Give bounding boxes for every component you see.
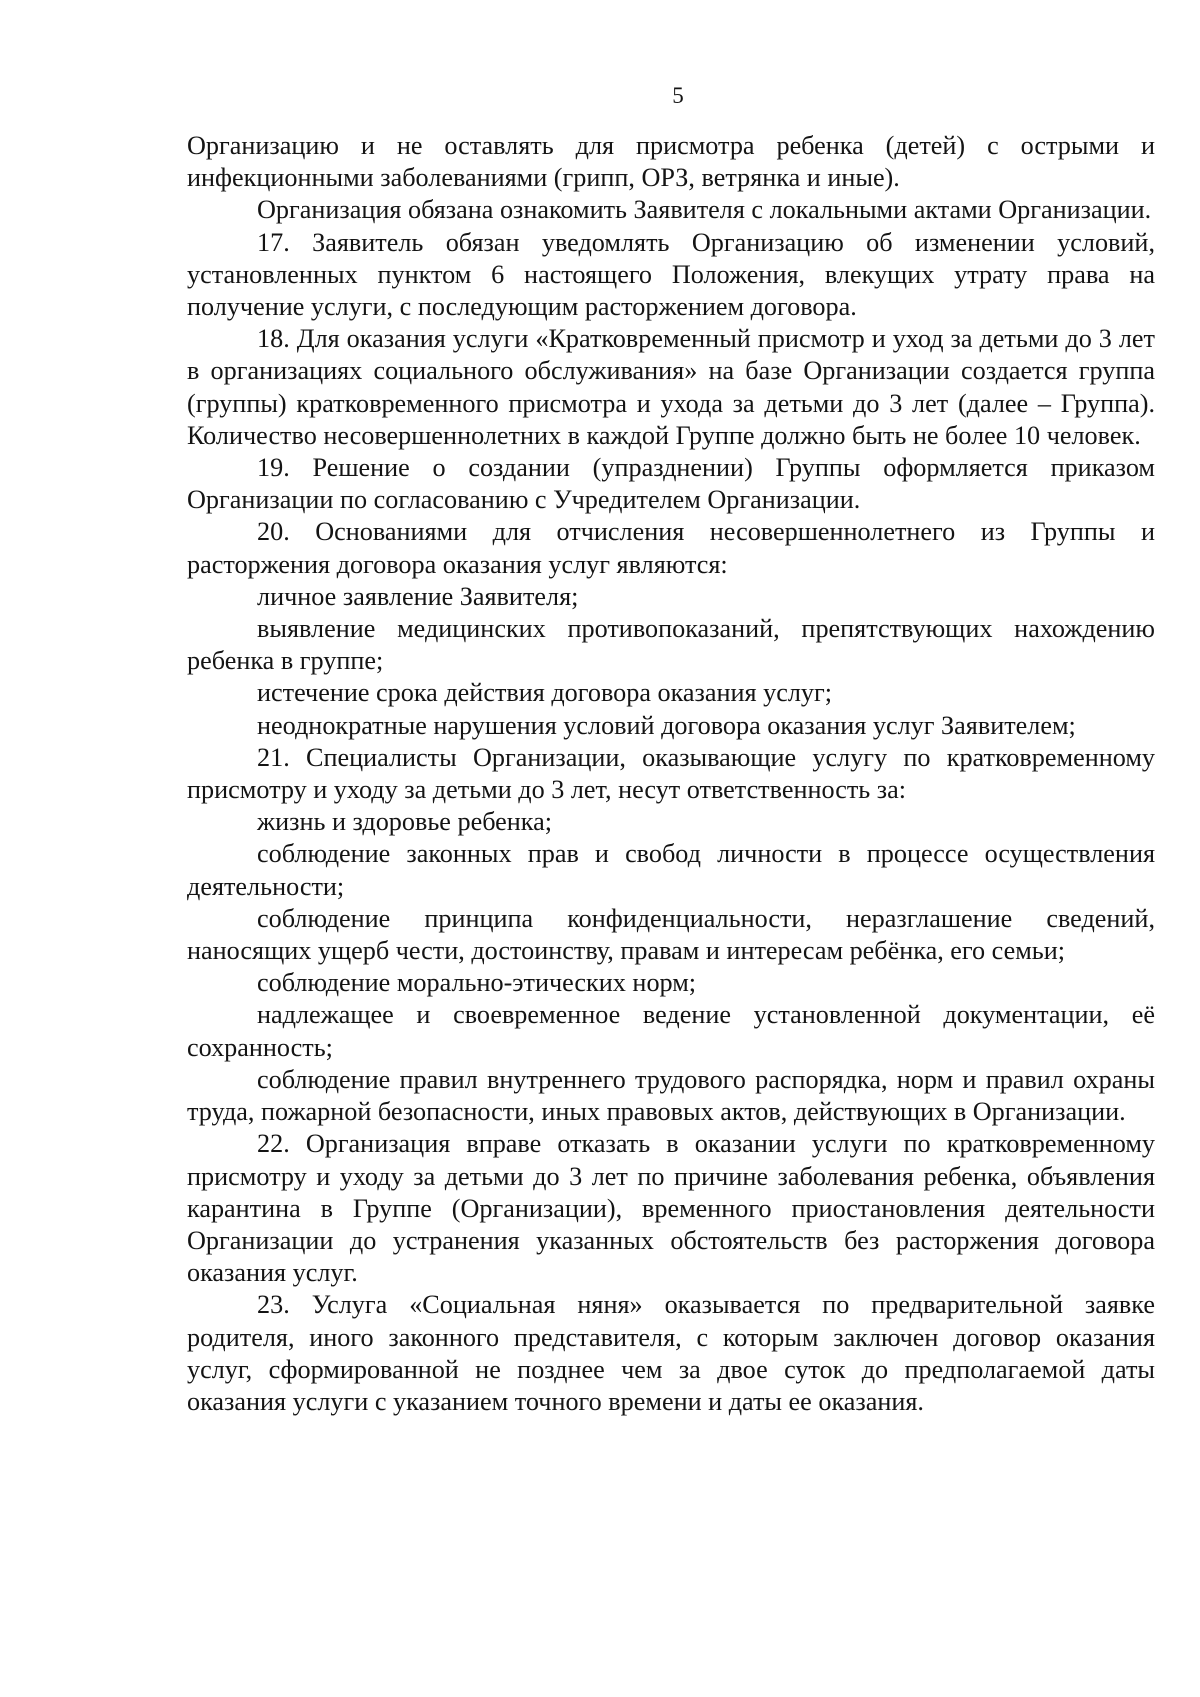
- paragraph-local-acts: Организация обязана ознакомить Заявителя с локальными актами Организации.: [257, 195, 1152, 225]
- clause-21-item-4: соблюдение морально-этических норм;: [257, 968, 697, 998]
- clause-20-item-2: выявление медицинских противопоказаний, препятствующих нахождению ребенка в группе;: [187, 614, 1155, 676]
- clause-17: 17. Заявитель обязан уведомлять Организацию об изменении условий, установленных пунктом 6 настоящего Положения, влекущих утрату права на получение услуги, с последующим расторжением договора.: [187, 227, 1155, 322]
- clause-23: 23. Услуга «Социальная няня» оказывается по предварительной заявке родителя, иного законного представителя, с которым заключен договор оказания услуг, сформированной не позднее чем за двое суток до предполагаемой даты оказания услуги с указанием точного времени и даты ее оказания.: [187, 1290, 1155, 1416]
- clause-21-item-6: соблюдение правил внутреннего трудового распорядка, норм и правил охраны труда, пожарной безопасности, иных правовых актов, действующих в Организации.: [187, 1064, 1155, 1127]
- page-number: 5: [672, 83, 684, 108]
- document-body: [187, 130, 1155, 1418]
- paragraph-continuation: Организацию и не оставлять для присмотра ребенка (детей) с острыми и инфекционными заболеваниями (грипп, ОРЗ, ветрянка и иные).: [187, 131, 1155, 193]
- clause-20: 20. Основаниями для отчисления несовершеннолетнего из Группы и расторжения договора оказания услуг являются:: [187, 517, 1155, 579]
- clause-21-item-5: надлежащее и своевременное ведение установленной документации, её сохранность;: [187, 1000, 1155, 1062]
- clause-19: 19. Решение о создании (упразднении) Группы оформляется приказом Организации по согласованию с Учредителем Организации.: [187, 453, 1155, 515]
- clause-21: 21. Специалисты Организации, оказывающие услугу по кратковременному присмотру и уходу за детьми до 3 лет, несут ответственность за:: [187, 742, 1155, 805]
- clause-20-item-1: личное заявление Заявителя;: [257, 581, 579, 611]
- clause-22: 22. Организация вправе отказать в оказании услуги по кратковременному присмотру и уходу за детьми до 3 лет по причине заболевания ребенка, объявления карантина в Группе (Организации), временного приостановления деятельности Организации до устранения указанных обстоятельств без расторжения договора оказания услуг.: [187, 1129, 1155, 1288]
- clause-20-item-3: истечение срока действия договора оказания услуг;: [257, 678, 833, 708]
- clause-20-item-4: неоднократные нарушения условий договора оказания услуг Заявителем;: [257, 710, 1076, 740]
- clause-21-item-1: жизнь и здоровье ребенка;: [257, 807, 553, 837]
- clause-21-item-2: соблюдение законных прав и свобод личности в процессе осуществления деятельности;: [187, 839, 1155, 901]
- clause-18: 18. Для оказания услуги «Кратковременный присмотр и уход за детьми до 3 лет в организациях социального обслуживания» на базе Организации создается группа (группы) кратковременного присмотра и ухода за детьми до 3 лет (далее – Группа). Количество несовершеннолетних в каждой Группе должно быть не более 10 человек.: [187, 324, 1155, 450]
- clause-21-item-3: соблюдение принципа конфиденциальности, неразглашение сведений, наносящих ущерб чести, достоинству, правам и интересам ребёнка, его семьи;: [187, 903, 1155, 966]
